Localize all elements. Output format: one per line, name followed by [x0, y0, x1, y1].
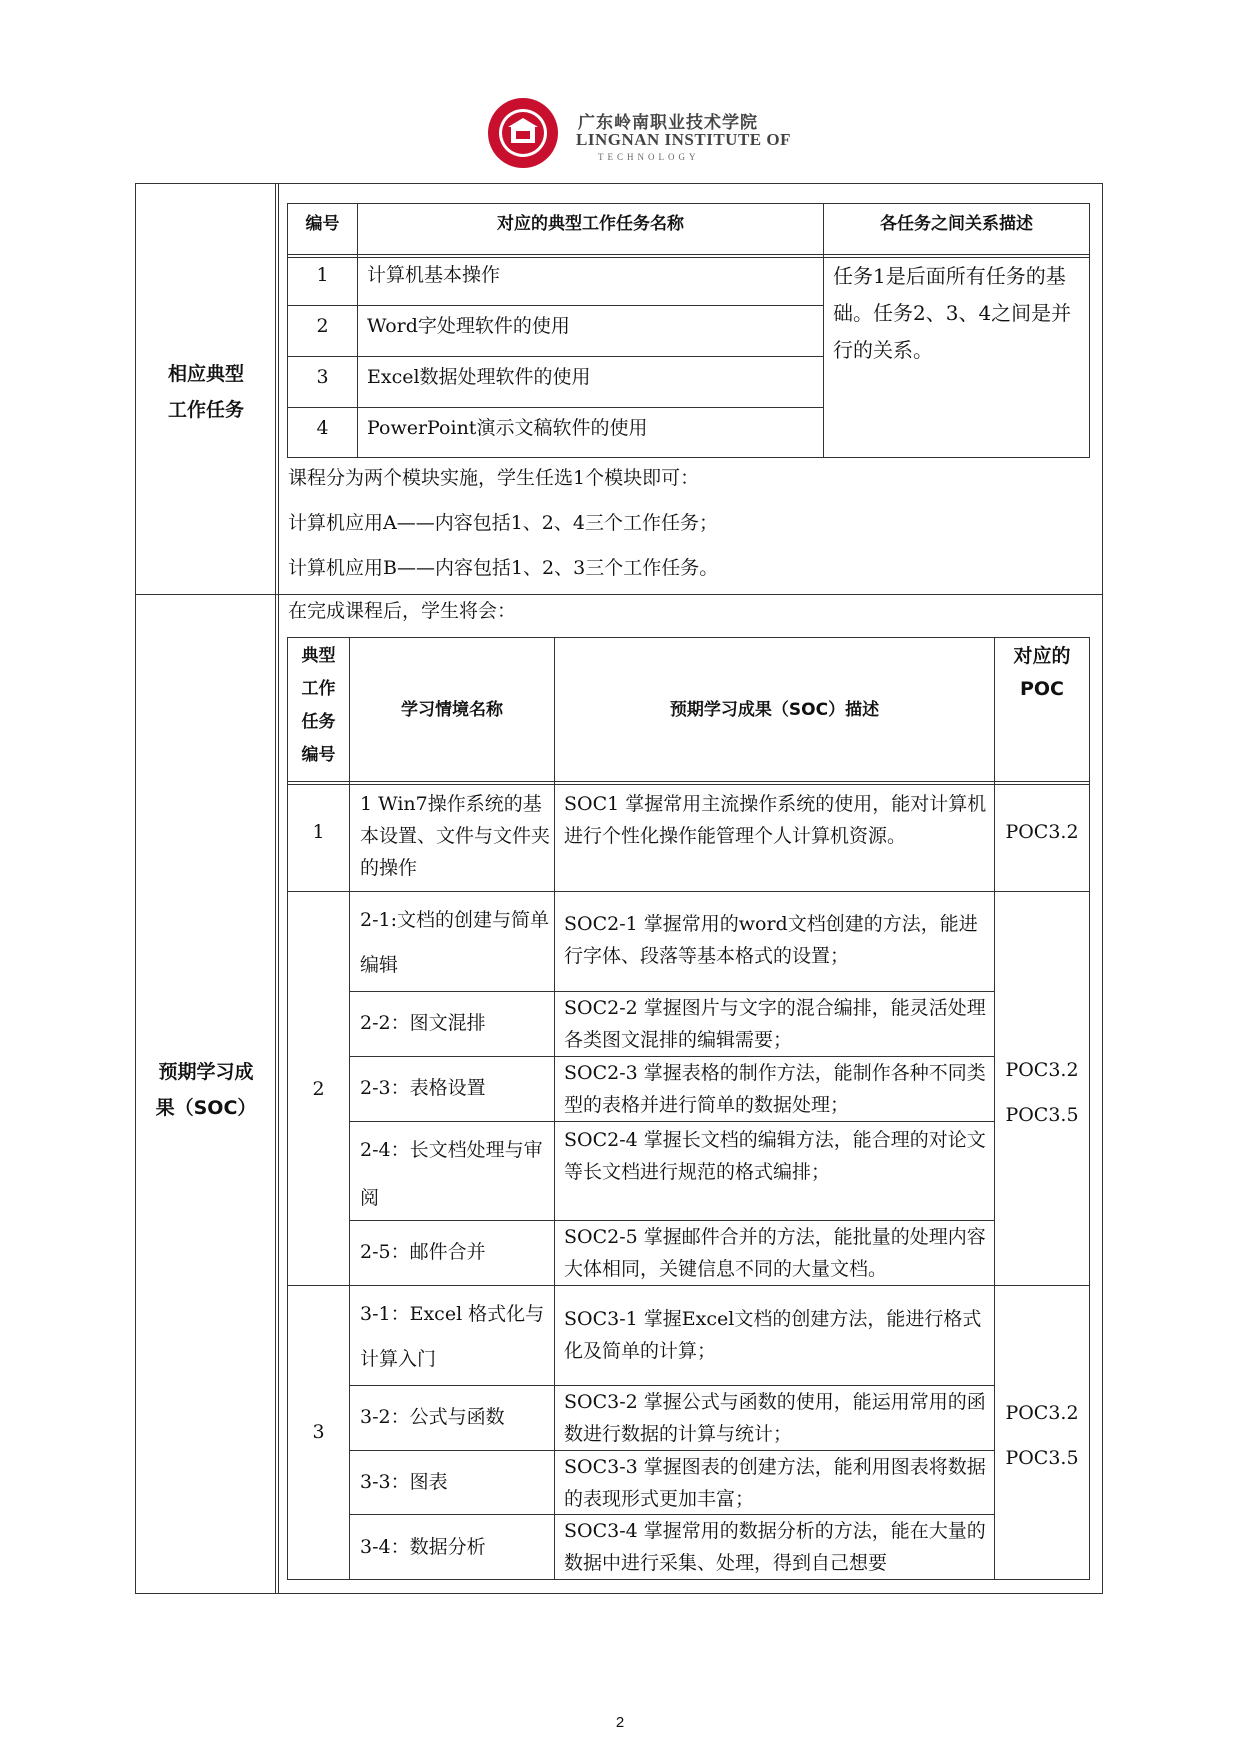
situation-2-4: 2-4：长文档处理与审阅	[360, 1139, 543, 1209]
institute-name-en-line2: TECHNOLOGY	[598, 152, 700, 162]
institute-name-en: LINGNAN INSTITUTE OF	[576, 130, 791, 149]
situation-2-3: 2-3：表格设置	[360, 1077, 486, 1099]
task-name-4: PowerPoint演示文稿软件的使用	[367, 417, 648, 439]
soc-2-3: SOC2-3 掌握表格的制作方法，能制作各种不同类型的表格并进行简单的数据处理；	[564, 1062, 986, 1116]
situation-2-2: 2-2：图文混排	[360, 1012, 486, 1034]
situation-3-1: 3-1：Excel 格式化与计算入门	[360, 1303, 545, 1370]
header-task-num: 编号	[305, 214, 340, 234]
situation-3-2: 3-2：公式与函数	[360, 1406, 505, 1428]
institute-name-cn: 广东岭南职业技术学院	[578, 113, 758, 133]
soc-3-4: SOC3-4 掌握常用的数据分析的方法，能在大量的数据中进行采集、处理，得到自己想要	[564, 1520, 986, 1574]
group-num-1: 1	[312, 821, 325, 843]
page-number: 2	[615, 1714, 625, 1731]
section-label-soc: 预期学习成 果（SOC）	[155, 1061, 257, 1119]
task-name-3: Excel数据处理软件的使用	[367, 366, 591, 388]
poc-group-2: POC3.2 POC3.5	[1005, 1059, 1079, 1126]
group-num-3: 3	[312, 1421, 325, 1443]
soc-2-4: SOC2-4 掌握长文档的编辑方法，能合理的对论文等长文档进行规范的格式编排；	[564, 1129, 986, 1183]
soc-1: SOC1 掌握常用主流操作系统的使用，能对计算机进行个性化操作能管理个人计算机资源。	[564, 793, 987, 847]
soc-intro: 在完成课程后，学生将会：	[288, 600, 517, 622]
header-task-relation: 各任务之间关系描述	[880, 214, 1033, 234]
situation-3-4: 3-4：数据分析	[360, 1536, 486, 1558]
school-logo-icon	[486, 96, 560, 170]
situation-1: 1 Win7操作系统的基本设置、文件与文件夹的操作	[360, 793, 551, 879]
situation-3-3: 3-3：图表	[360, 1471, 448, 1493]
task-num-3: 3	[316, 366, 329, 388]
soc-3-2: SOC3-2 掌握公式与函数的使用，能运用常用的函数进行数据的计算与统计；	[564, 1391, 986, 1445]
soc-2-1: SOC2-1 掌握常用的word文档创建的方法，能进行字体、段落等基本格式的设置；	[564, 913, 978, 967]
document-header	[486, 96, 791, 168]
poc-group-3: POC3.2 POC3.5	[1005, 1402, 1079, 1469]
situation-2-5: 2-5：邮件合并	[360, 1241, 486, 1263]
header-typical-task-num: 典型 工作 任务 编号	[301, 646, 336, 765]
task-relation-description: 任务1是后面所有任务的基础。任务2、3、4之间是并行的关系。	[833, 264, 1072, 362]
soc-2-5: SOC2-5 掌握邮件合并的方法，能批量的处理内容大体相同，关键信息不同的大量文档。	[564, 1226, 986, 1280]
header-soc: 预期学习成果（SOC）描述	[669, 700, 880, 720]
soc-3-1: SOC3-1 掌握Excel文档的创建方法，能进行格式化及简单的计算；	[564, 1308, 982, 1362]
poc-group-1: POC3.2	[1005, 821, 1079, 843]
module-note-a: 计算机应用A——内容包括1、2、4三个工作任务；	[288, 512, 718, 534]
soc-2-2: SOC2-2 掌握图片与文字的混合编排，能灵活处理各类图文混排的编辑需要；	[564, 997, 986, 1051]
header-situation: 学习情境名称	[401, 700, 503, 720]
task-name-2: Word字处理软件的使用	[367, 315, 570, 337]
header-poc: 对应的 POC	[1013, 645, 1071, 700]
section-label-typical-tasks: 相应典型 工作任务	[167, 363, 244, 421]
situation-2-1: 2-1:文档的创建与简单编辑	[360, 909, 549, 976]
group-num-2: 2	[312, 1078, 325, 1100]
task-name-1: 计算机基本操作	[367, 264, 501, 286]
task-num-2: 2	[316, 315, 329, 337]
soc-3-3: SOC3-3 掌握图表的创建方法，能利用图表将数据的表现形式更加丰富；	[564, 1456, 986, 1510]
module-note-b: 计算机应用B——内容包括1、2、3三个工作任务。	[288, 557, 719, 579]
header-task-name: 对应的典型工作任务名称	[497, 214, 684, 234]
task-num-1: 1	[316, 264, 329, 286]
task-num-4: 4	[316, 417, 329, 439]
module-note-intro: 课程分为两个模块实施，学生任选1个模块即可：	[288, 467, 700, 489]
